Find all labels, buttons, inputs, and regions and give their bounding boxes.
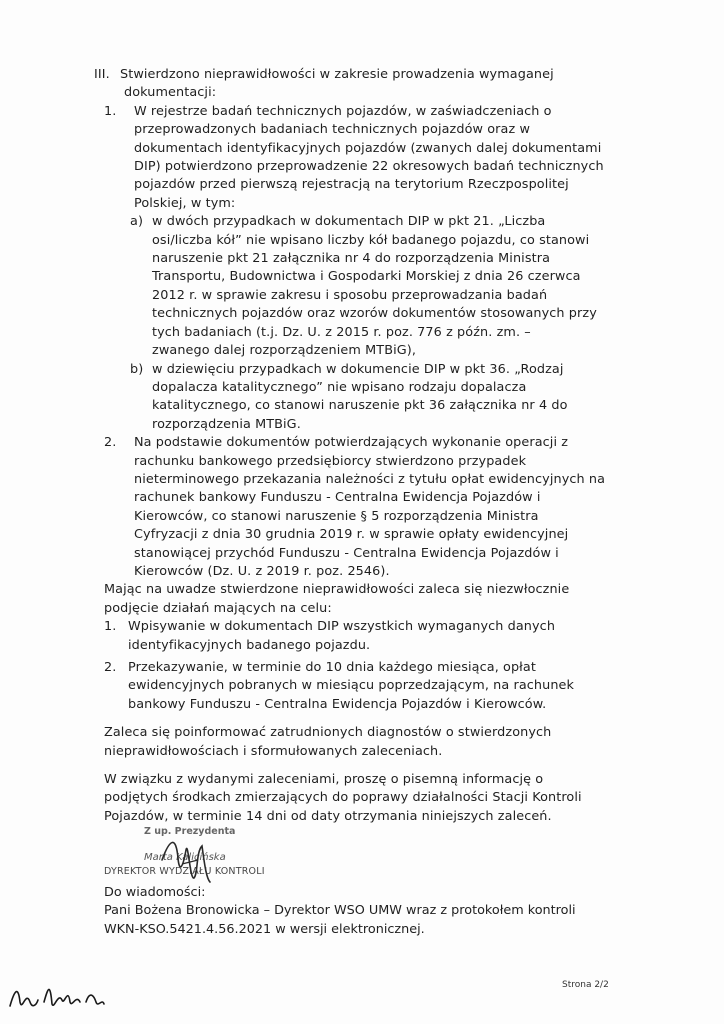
text-line: Na podstawie dokumentów potwierdzających wykonanie operacji z — [134, 435, 569, 451]
text-line: Wpisywanie w dokumentach DIP wszystkich wymaganych danych — [128, 619, 556, 635]
text-line: rachunku bankowego przedsiębiorcy stwierdzono przypadek — [134, 453, 527, 469]
text-line: zwanego dalej rozporządzeniem MTBiG), — [152, 343, 416, 359]
stamp-title-line: DYREKTOR WYDZIAŁU KONTROLI — [104, 866, 265, 877]
text-line: dopalacza katalitycznego” nie wpisano rodzaju dopalacza — [152, 379, 527, 395]
text-line: rachunek bankowy Funduszu - Centralna Ewidencja Pojazdów i — [134, 490, 541, 506]
recommendation-item — [104, 618, 626, 655]
text-line: ewidencyjnych pobranych w miesiącu poprzedzającym, na rachunek — [128, 678, 575, 694]
recommendation-number: 1. — [104, 619, 117, 635]
text-line: WKN-KSO.5421.4.56.2021 w wersji elektronicznej. — [104, 921, 425, 937]
text-line: rozporządzenia MTBiG. — [152, 416, 301, 432]
sub-finding-item — [104, 361, 626, 435]
text-line: Mając na uwadze stwierdzone nieprawidłowości zaleca się niezwłocznie — [104, 582, 570, 598]
section-heading — [94, 66, 626, 103]
stamp-authority-line: Z up. Prezydenta — [144, 826, 236, 837]
finding-number: 2. — [104, 435, 117, 451]
inform-paragraph — [104, 724, 626, 761]
text-line: W rejestrze badań technicznych pojazdów, w zaświadczeniach o — [134, 103, 552, 119]
text-line: Stwierdzono nieprawidłowości w zakresie prowadzenia wymaganej — [120, 67, 554, 82]
text-line: pojazdów przed pierwszą rejestracją na terytorium Rzeczpospolitej — [134, 177, 569, 193]
text-line: Cyfryzacji z dnia 30 grudnia 2019 r. w sprawie opłaty ewidencyjnej — [134, 527, 569, 543]
text-line: Pojazdów, w terminie 14 dni od daty otrzymania niniejszych zaleceń. — [104, 808, 552, 824]
text-line: Kierowców, co stanowi naruszenie § 5 rozporządzenia Ministra — [134, 508, 539, 524]
text-line: Pani Bożena Bronowicka – Dyrektor WSO UMW wraz z protokołem kontroli — [104, 903, 576, 919]
text-line: Przekazywanie, w terminie do 10 dnia każdego miesiąca, opłat — [128, 660, 536, 675]
page-number: Strona 2/2 — [562, 980, 609, 990]
recommendation-number: 2. — [104, 660, 117, 675]
text-line: podjętych środkach zmierzających do poprawy działalności Stacji Kontroli — [104, 790, 582, 806]
handwritten-signature — [152, 830, 242, 888]
section-numeral: III. — [94, 67, 110, 82]
text-line: w dwóch przypadkach w dokumentach DIP w pkt 21. „Liczba — [152, 214, 546, 230]
text-line: naruszenie pkt 21 załącznika nr 4 do rozporządzenia Ministra — [152, 251, 551, 267]
text-line: osi/liczba kół” nie wpisano liczby kół badanego pojazdu, co stanowi — [152, 232, 590, 248]
finding-number: 1. — [104, 103, 117, 119]
request-paragraph — [104, 771, 626, 826]
text-line: identyfikacyjnych badanego pojazdu. — [128, 637, 371, 653]
text-line: stanowiącej przychód Funduszu - Centralna Ewidencja Pojazdów i — [134, 545, 559, 561]
distribution-heading: Do wiadomości: — [104, 885, 206, 900]
text-line: bankowy Funduszu - Centralna Ewidencja Pojazdów i Kierowców. — [128, 696, 547, 712]
initials-signature — [4, 972, 124, 1016]
text-line: katalitycznego, co stanowi naruszenie pkt 36 załącznika nr 4 do — [152, 398, 568, 414]
text-line: dokumentach identyfikacyjnych pojazdów (zwanych dalej dokumentami — [134, 140, 602, 156]
text-line: przeprowadzonych badaniach technicznych pojazdów oraz w — [134, 122, 531, 138]
text-line: tych badaniach (t.j. Dz. U. z 2015 r. poz. 776 z późn. zm. – — [152, 324, 531, 340]
text-line: 2012 r. w sprawie zakresu i sposobu przeprowadzania badań — [152, 287, 548, 303]
finding-item — [104, 103, 626, 213]
text-line: podjęcie działań mających na celu: — [104, 600, 332, 616]
sub-finding-letter: b) — [130, 361, 144, 377]
sub-finding-item — [104, 213, 626, 360]
recommendation-item — [104, 659, 626, 714]
stamp-name-line: Marta Kalicińska — [144, 852, 226, 863]
text-line: technicznych pojazdów oraz wzorów dokumentów stosowanych przy — [152, 306, 597, 322]
finding-item — [104, 434, 626, 581]
sub-finding-letter: a) — [130, 214, 144, 230]
text-line: Polskiej, w tym: — [134, 195, 236, 211]
text-line: Zaleca się poinformować zatrudnionych diagnostów o stwierdzonych — [104, 725, 552, 741]
document-body — [94, 66, 626, 826]
text-line: dokumentacji: — [124, 85, 217, 101]
text-line: w dziewięciu przypadkach w dokumencie DIP w pkt 36. „Rodzaj — [152, 361, 564, 377]
text-line: DIP) potwierdzono przeprowadzenie 22 okresowych badań technicznych — [134, 159, 604, 175]
text-line: nieprawidłowościach i sformułowanych zaleceniach. — [104, 743, 443, 759]
distribution-block — [104, 884, 626, 939]
text-line: Transportu, Budownictwa i Gospodarki Morskiej z dnia 26 czerwca — [152, 269, 581, 285]
text-line: Kierowców (Dz. U. z 2019 r. poz. 2546). — [134, 563, 390, 579]
text-line: nieterminowego przekazania należności z tytułu opłat ewidencyjnych na — [134, 471, 606, 487]
recommendation-intro — [104, 581, 626, 618]
text-line: W związku z wydanymi zaleceniami, proszę o pisemną informację o — [104, 772, 544, 788]
